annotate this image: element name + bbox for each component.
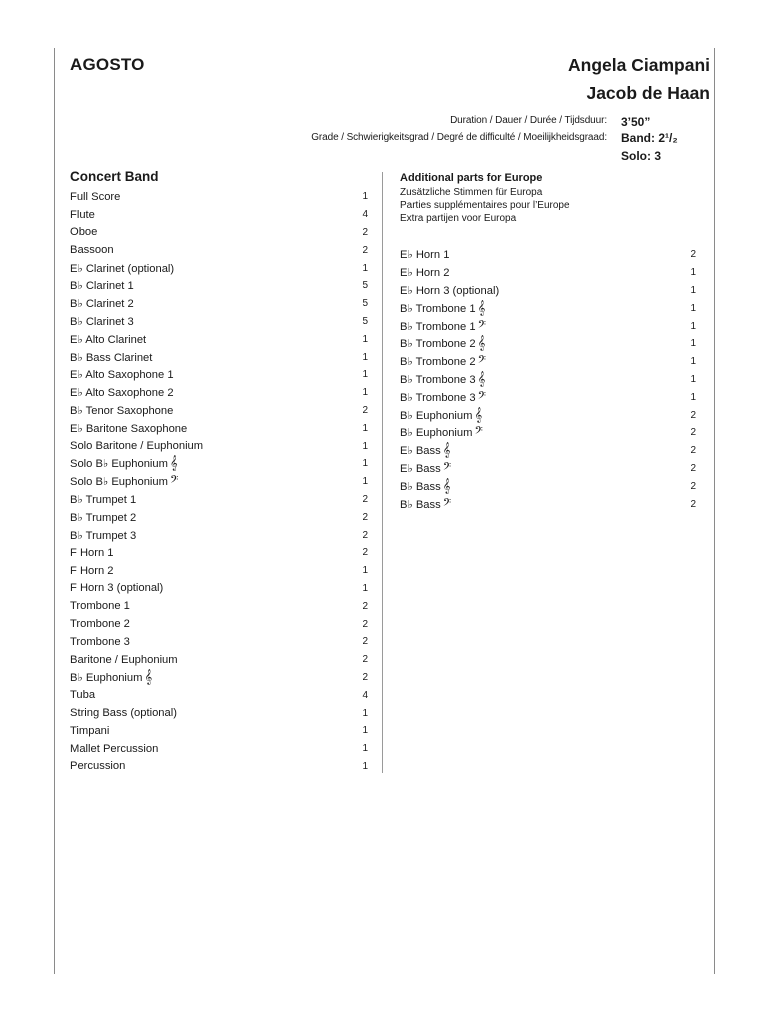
part-label xyxy=(70,707,177,719)
part-label xyxy=(400,480,450,493)
treble-clef-icon: 𝄞 xyxy=(169,456,178,472)
part-name: Tuba xyxy=(70,689,96,702)
part-count: 1 xyxy=(690,284,696,296)
part-label xyxy=(70,565,114,577)
part-label xyxy=(70,440,203,452)
part-count: 1 xyxy=(362,760,368,772)
part-row xyxy=(70,473,368,491)
part-name: Trombone 2 xyxy=(70,618,130,631)
part-row xyxy=(70,419,368,437)
part-row xyxy=(400,388,696,406)
part-name: E♭ Alto Clarinet xyxy=(70,333,147,346)
part-label xyxy=(70,493,136,506)
part-count: 1 xyxy=(362,743,368,755)
part-row xyxy=(400,282,696,300)
part-count: 1 xyxy=(690,356,696,368)
part-label xyxy=(70,725,109,737)
part-label xyxy=(70,386,174,399)
part-row xyxy=(70,491,368,509)
treble-clef-icon: 𝄞 xyxy=(442,443,451,459)
part-label xyxy=(400,462,451,475)
part-count: 1 xyxy=(362,440,368,452)
part-name: F Horn 3 (optional) xyxy=(70,582,164,595)
part-count: 1 xyxy=(362,582,368,594)
part-name: E♭ Bass xyxy=(400,462,441,475)
part-row xyxy=(400,246,696,264)
part-count: 5 xyxy=(362,315,368,327)
part-count: 2 xyxy=(690,249,696,261)
part-name: E♭ Horn 2 xyxy=(400,267,450,280)
duration-value: 3’50” xyxy=(621,115,651,129)
part-label xyxy=(70,654,178,666)
part-label xyxy=(70,191,120,203)
part-count: 2 xyxy=(362,618,368,630)
part-row xyxy=(70,259,368,277)
part-label xyxy=(70,297,134,310)
part-label xyxy=(400,409,482,422)
part-count: 2 xyxy=(362,547,368,559)
part-count: 1 xyxy=(362,422,368,434)
part-count: 2 xyxy=(362,226,368,238)
frame-right-rule xyxy=(714,48,715,974)
part-count: 1 xyxy=(690,373,696,385)
part-count: 2 xyxy=(690,480,696,492)
part-label xyxy=(70,368,174,381)
part-row xyxy=(400,299,696,317)
part-count: 2 xyxy=(362,600,368,612)
part-name: Baritone / Euphonium xyxy=(70,653,178,666)
part-label xyxy=(70,582,163,594)
part-count: 1 xyxy=(362,333,368,345)
part-name: Oboe xyxy=(70,226,98,239)
part-name: B♭ Euphonium xyxy=(70,671,143,684)
part-row xyxy=(70,366,368,384)
part-row xyxy=(70,241,368,259)
part-count: 1 xyxy=(362,725,368,737)
part-row xyxy=(70,615,368,633)
part-name: E♭ Alto Saxophone 2 xyxy=(70,387,174,400)
part-name: B♭ Trumpet 2 xyxy=(70,511,137,524)
part-row xyxy=(70,277,368,295)
part-row xyxy=(70,206,368,224)
part-row xyxy=(70,437,368,455)
part-name: Timpani xyxy=(70,724,110,737)
part-name: Mallet Percussion xyxy=(70,742,159,755)
part-count: 1 xyxy=(362,191,368,203)
part-count: 2 xyxy=(362,654,368,666)
part-name: Solo Baritone / Euphonium xyxy=(70,440,204,453)
duration-label: Duration / Dauer / Durée / Tijdsduur: xyxy=(450,115,607,126)
part-name: B♭ Trumpet 1 xyxy=(70,493,137,506)
part-label xyxy=(400,337,485,350)
part-row xyxy=(70,758,368,776)
part-row xyxy=(70,330,368,348)
part-row xyxy=(400,317,696,335)
part-name: B♭ Clarinet 2 xyxy=(70,298,134,311)
bass-clef-icon: 𝄢 xyxy=(477,318,486,334)
part-label xyxy=(70,333,146,346)
part-label xyxy=(70,244,114,256)
part-row xyxy=(70,313,368,331)
part-label xyxy=(400,391,486,404)
part-count: 1 xyxy=(362,476,368,488)
part-label xyxy=(400,373,485,386)
part-count: 2 xyxy=(690,409,696,421)
part-label xyxy=(400,266,449,279)
part-label xyxy=(400,498,451,511)
part-count: 1 xyxy=(362,351,368,363)
part-name: E♭ Horn 3 (optional) xyxy=(400,284,500,297)
bass-clef-icon: 𝄢 xyxy=(169,474,179,490)
part-label xyxy=(70,636,130,648)
bass-clef-icon: 𝄢 xyxy=(442,460,452,476)
grade-label: Grade / Schwierigkeitsgrad / Degré de difficulté / Moeilijkheidsgraad: xyxy=(311,132,607,143)
arranger-name: Jacob de Haan xyxy=(586,83,710,103)
part-name: Percussion xyxy=(70,760,126,773)
bass-clef-icon: 𝄢 xyxy=(474,425,483,441)
concert-band-heading: Concert Band xyxy=(70,169,159,184)
part-label xyxy=(70,547,114,559)
part-label xyxy=(70,760,125,772)
part-count: 2 xyxy=(690,498,696,510)
part-label xyxy=(70,600,130,612)
part-count: 1 xyxy=(362,262,368,274)
part-name: F Horn 2 xyxy=(70,564,114,577)
part-row xyxy=(70,597,368,615)
part-row xyxy=(70,633,368,651)
part-count: 2 xyxy=(362,636,368,648)
part-name: B♭ Trombone 3 xyxy=(400,373,476,386)
bass-clef-icon: 𝄢 xyxy=(442,496,452,512)
part-name: B♭ Trombone 2 xyxy=(400,356,476,369)
part-row xyxy=(70,508,368,526)
part-count: 2 xyxy=(362,511,368,523)
part-count: 5 xyxy=(362,280,368,292)
europe-subheading-nl: Extra partijen voor Europa xyxy=(400,213,517,224)
part-row xyxy=(400,477,696,495)
part-name: B♭ Bass xyxy=(400,498,441,511)
part-row xyxy=(70,669,368,687)
part-label xyxy=(70,262,174,275)
part-name: Flute xyxy=(70,208,95,221)
treble-clef-icon: 𝄞 xyxy=(442,478,451,494)
part-count: 1 xyxy=(362,565,368,577)
part-name: B♭ Clarinet 3 xyxy=(70,315,134,328)
part-row xyxy=(70,455,368,473)
europe-subheading-fr: Parties supplémentaires pour l’Europe xyxy=(400,200,570,211)
part-name: B♭ Euphonium xyxy=(400,409,473,422)
part-name: B♭ Trombone 1 xyxy=(400,302,476,315)
part-count: 1 xyxy=(362,369,368,381)
part-count: 2 xyxy=(362,404,368,416)
part-count: 2 xyxy=(690,427,696,439)
concert-band-parts-list xyxy=(70,188,368,775)
part-label xyxy=(400,248,449,261)
part-count: 1 xyxy=(690,391,696,403)
part-count: 2 xyxy=(362,671,368,683)
europe-parts-heading: Additional parts for Europe xyxy=(400,172,543,184)
grade-band-value: Band: 2¹/₂ xyxy=(621,131,678,145)
europe-parts-list xyxy=(400,246,696,513)
bass-clef-icon: 𝄢 xyxy=(477,389,486,405)
part-name: Trombone 1 xyxy=(70,600,130,613)
part-row xyxy=(70,526,368,544)
part-count: 1 xyxy=(690,320,696,332)
part-label xyxy=(70,404,173,417)
part-name: Solo B♭ Euphonium xyxy=(70,458,168,471)
part-row xyxy=(70,686,368,704)
part-name: B♭ Trombone 1 xyxy=(400,320,476,333)
part-label xyxy=(70,743,158,755)
part-row xyxy=(70,188,368,206)
part-label xyxy=(70,351,152,364)
part-count: 5 xyxy=(362,298,368,310)
treble-clef-icon: 𝄞 xyxy=(477,336,486,352)
treble-clef-icon: 𝄞 xyxy=(474,407,483,423)
part-label xyxy=(70,475,178,488)
part-count: 1 xyxy=(362,458,368,470)
part-label xyxy=(70,279,134,292)
part-row xyxy=(70,722,368,740)
part-row xyxy=(400,406,696,424)
part-label xyxy=(70,671,152,684)
part-label xyxy=(70,618,130,630)
part-label xyxy=(400,355,486,368)
part-row xyxy=(70,544,368,562)
part-label xyxy=(400,284,499,297)
frame-left-rule xyxy=(54,48,55,974)
part-row xyxy=(400,335,696,353)
part-count: 1 xyxy=(690,267,696,279)
treble-clef-icon: 𝄞 xyxy=(477,371,486,387)
part-name: String Bass (optional) xyxy=(70,707,177,719)
part-row xyxy=(70,348,368,366)
part-label xyxy=(400,320,486,333)
part-name: E♭ Bass xyxy=(400,445,441,458)
part-label xyxy=(70,226,97,238)
part-name: F Horn 1 xyxy=(70,546,114,559)
part-row xyxy=(70,740,368,758)
part-row xyxy=(70,402,368,420)
part-count: 4 xyxy=(362,689,368,701)
part-name: B♭ Trombone 2 xyxy=(400,338,476,351)
treble-clef-icon: 𝄞 xyxy=(477,300,486,316)
bass-clef-icon: 𝄢 xyxy=(477,354,486,370)
treble-clef-icon: 𝄞 xyxy=(144,669,153,685)
part-row xyxy=(400,442,696,460)
part-row xyxy=(70,651,368,669)
part-count: 2 xyxy=(362,529,368,541)
part-name: B♭ Trombone 3 xyxy=(400,391,476,404)
part-count: 1 xyxy=(690,338,696,350)
part-count: 1 xyxy=(362,387,368,399)
part-label xyxy=(70,689,95,701)
part-label xyxy=(70,511,136,524)
part-name: Bassoon xyxy=(70,244,114,257)
part-name: B♭ Bass Clarinet xyxy=(70,351,153,364)
part-name: Full Score xyxy=(70,190,121,203)
part-count: 2 xyxy=(690,462,696,474)
part-row xyxy=(400,353,696,371)
part-label xyxy=(70,315,134,328)
part-row xyxy=(400,460,696,478)
part-row xyxy=(400,371,696,389)
part-label xyxy=(70,209,95,221)
grade-solo-value: Solo: 3 xyxy=(621,149,662,163)
part-count: 2 xyxy=(690,445,696,457)
part-count: 2 xyxy=(362,493,368,505)
part-name: B♭ Trumpet 3 xyxy=(70,529,137,542)
part-name: B♭ Bass xyxy=(400,480,441,493)
part-name: B♭ Clarinet 1 xyxy=(70,280,134,293)
part-label xyxy=(70,457,178,470)
part-count: 2 xyxy=(362,244,368,256)
part-name: Solo B♭ Euphonium xyxy=(70,476,168,489)
part-name: E♭ Clarinet (optional) xyxy=(70,262,175,275)
part-row xyxy=(70,704,368,722)
part-count: 4 xyxy=(362,209,368,221)
part-name: E♭ Baritone Saxophone xyxy=(70,422,188,435)
piece-title: AGOSTO xyxy=(70,55,145,74)
part-row xyxy=(70,224,368,242)
part-label xyxy=(400,302,485,315)
part-row xyxy=(400,264,696,282)
part-name: Trombone 3 xyxy=(70,635,130,648)
part-row xyxy=(70,562,368,580)
europe-subheading-de: Zusätzliche Stimmen für Europa xyxy=(400,187,543,198)
part-label xyxy=(70,529,136,542)
part-label xyxy=(400,426,483,439)
part-row xyxy=(400,495,696,513)
part-name: E♭ Alto Saxophone 1 xyxy=(70,369,174,382)
part-count: 1 xyxy=(362,707,368,719)
part-name: B♭ Tenor Saxophone xyxy=(70,404,174,417)
column-divider xyxy=(382,172,383,773)
part-count: 1 xyxy=(690,302,696,314)
part-label xyxy=(70,422,187,435)
part-row xyxy=(400,424,696,442)
composer-name: Angela Ciampani xyxy=(568,55,710,75)
part-name: E♭ Horn 1 xyxy=(400,249,450,262)
part-row xyxy=(70,580,368,598)
part-row xyxy=(70,295,368,313)
part-name: B♭ Euphonium xyxy=(400,427,473,440)
part-label xyxy=(400,444,450,457)
part-row xyxy=(70,384,368,402)
